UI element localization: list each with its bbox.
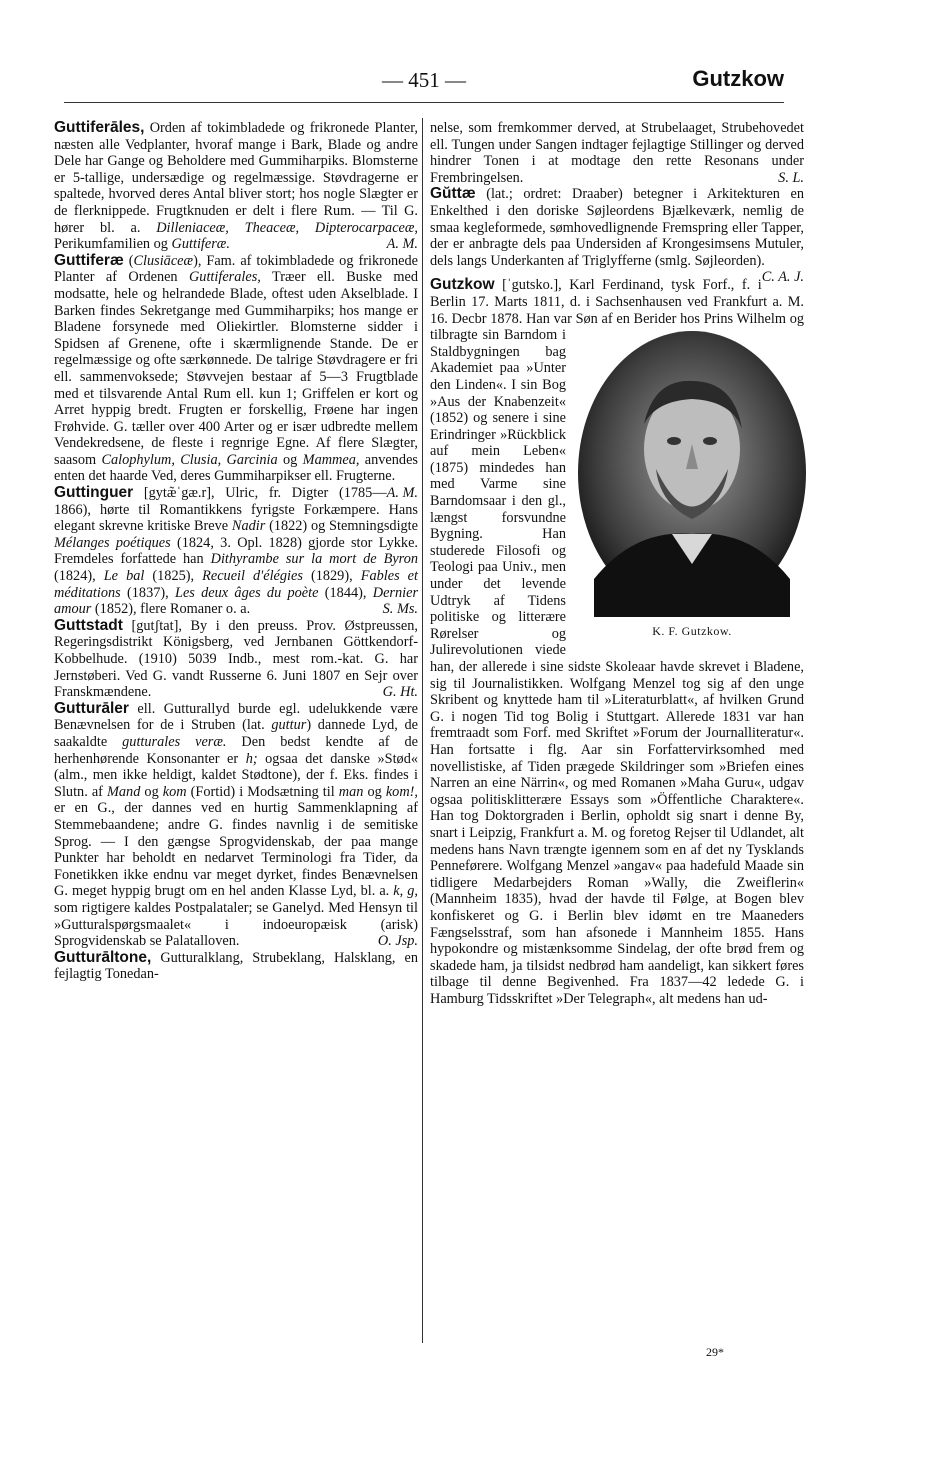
- entry-guttiferales: Guttiferāles, Orden af tokimbladede og frikronede Planter, næsten alle Vedplanter, hvoraf mange i Bark, Blade og andre Dele har Gange og Beholdere med Gummiharpiks. Blomsterne er 5-tallige, undersædige og regelmæssige. Støvdragerne er spaltede, hvorved deres Antal bliver stort; hos nogle Slægter er de flerknippede. Frugtknuden er delt i flere Rum. — Til G. hører bl. a. Dilleniaceæ, Theaceæ, Dipterocarpaceæ, Perikumfamilien og Guttiferæ. A. M.: [54, 119, 418, 253]
- portrait-caption: K. F. Gutzkow.: [652, 624, 732, 639]
- headword: Guttiferæ: [54, 251, 124, 269]
- header-rule: [64, 102, 784, 103]
- headword: Gŭttæ: [430, 185, 476, 203]
- headword: Guttiferāles,: [54, 119, 145, 136]
- headword: Gutturāltone,: [54, 948, 152, 966]
- entry-guttiferae: Guttiferæ (Clusiāceæ), Fam. af tokimbladede og frikronede Planter af Ordenen Guttiferales, Træer ell. Buske med modsatte, hele og helrandede Blade, oftest uden Akselblade. I Barken findes Sekretgange med Gummiharpiks; hos mange er Bladene forsynede med Oliekirtler. Blomsterne sidder i Spidsen af Grenene, ofte i skærmlignende Stande. De er regelmæssige og ofte særkønnede. De talrige Støvdragere er fri ell. sammenvoksede; Støvvejen bestaar af 5—3 Frugtblade med et tilsvarende Antal Rum ell. kun 1; Griffelen er kort og Arret hyppig bredt. Frugten er forskellig, Frøene har ingen Frøhvide. G. tæller over 400 Arter og er især udbredte mellem Vendekredsene, de fleste i regnrige Egne. Af flere Slægter, saasom Calophylum, Clusia, Garcinia og Mammea, anvendes enten det haarde Ved, deres Gummiharpikser ell. Frugterne. A. M.: [54, 251, 418, 502]
- entry-gutturaler: Gutturāler ell. Gutturallyd burde egl. udelukkende være Benævnelsen for de i Struben (lat. guttur) dannede Lyd, de saakaldte gutturales veræ. Den bedst kendte af de herhenhørende Konsonanter er h; ogsaa det danske »Stød« (alm., men ikke heldigt, kaldet Stødtone), der f. Eks. findes i Slutn. af Mand og kom (Fortid) i Modsætning til man og kom!, er en G., der dannes ved en hurtig Sammenklapning af Stemmebaandene; andre G. findes navnlig i de semitiske Sprog. — I den gængse Sprogvidenskab, der paa mange Punkter har beholdt en nedarvet Terminologi fra Tider, da Fonetikken ikke endnu var meget dyrket, findes Benævnelsen G. meget hyppig brugt om en hel anden Klasse Lyd, bl. a. k, g, som rigtigere kaldes Postpalataler; se Ganelyd. Med Hensyn til »Gutturalspørgsmaalet« i indoeuropæisk (arisk) Sprogvidenskab se Palatalloven. O. Jsp.: [54, 699, 418, 950]
- entry-gutzkow: Gutzkow [ˈgutsko.], Karl Ferdinand, tysk Forf., f. i Berlin 17. Marts 1811, d. i Sachsenhausen ved Frankfurt a. M. 16. Decbr 1878. Han var Søn af en Berider hos Prins Wilhelm og tilbragte sin K. F. Gutzkow. Barndom i Staldbygningen bag Akademiet paa »Unter den Linden«. I sin Bog »Aus der Knabenzeit« (1852) og senere i sine Erindringer »Rückblick auf mein Leben« (1875) mindedes han med Varme sine Barndomsaar i den gl., længst forsvundne Bygning. Han studerede Filosofi og Teologi paa Univ., men under det levende Udtryk af Tidens politiske og litterære Rørelser og Julirevolutionen viede han, der allerede i sine sidste Skoleaar havde skrevet i Bladene, sig til Journalistikken. Wolfgang Menzel tog sig af den unge Skribent og knyttede ham til »Literaturblatt«, af hvilken Grund G. i nogen Tid tog Bolig i Stuttgart. Allerede 1831 var han fremtraadt som Forf. med Skriftet »Forum der Journalliteratur«. Han fortsatte i flg. Aar sin Forfattervirksomhed med novellistiske, af Tiden prægede Skildringer som »Briefen eines Narren an eine Närrin«, og med Romanen »Maha Guru«, udgav ogsaa politisklitterære Essays som »Öffentliche Charaktere«. Han tog Doktorgraden i Berlin, opholdt sig snart i denne By, snart i Leipzig, Frankfurt a. M. og foretog Rejser til Udlandet, alt medens hans Navn trængte igennem som en af det ny Tysklands Penneførere. Wolfgang Menzel »angav« paa hadefuld Maade sin tidligere Medarbejders Roman »Wally, die Zweiflerin« (Mannheim 1835), hvad der havde til Følge, at Bogen blev konfiskeret og G. i Berlin blev idømt en tre Maaneders Fængselsstraf, som han afsonede i Mannheim 1855. Hans hypokondre og mistænksomme Sindelag, der ofte brød frem og skadede ham, ja tilsidst nedbrød ham aandeligt, kan sikkert føres tilbage til denne Begivenhed. Fra 1837—42 ledede G. i Hamburg Tidsskriftet »Der Telegraph«, alt medens han ud-: [430, 277, 804, 1007]
- author-signature: G. Ht.: [382, 684, 418, 701]
- entry-continuation: nelse, som fremkommer derved, at Strubelaaget, Strubehovedet ell. Tungen under Sangen indtager fejlagtige Stillinger og derved hindrer Tonen i at modtage den rette Resonans under Frembringelsen. S. L.: [430, 120, 804, 186]
- author-signature: A. M.: [386, 236, 418, 253]
- page-number: — 451 —: [382, 68, 466, 92]
- entry-guttinguer: Guttinguer [gytæ̃ˈgæ.r], Ulric, fr. Digter (1785—1866), hørte til Romantikkens fyrigste Forkæmpere. Hans elegant skrevne kritiske Breve Nadir (1822) og Stemningsdigte Mélanges poétiques (1824, 3. Opl. 1828) gjorde stor Lykke. Fremdeles forfattede han Dithyrambe sur la mort de Byron (1824), Le bal (1825), Recueil d'élégies (1829), Fables et méditations (1837), Les deux âges du poète (1844), Dernier amour (1852), flere Romaner o. a. S. Ms.: [54, 484, 419, 618]
- author-signature: A. M.: [386, 485, 418, 502]
- entry-guttstadt: Guttstadt [gutʃtat], By i den preuss. Prov. Østpreussen, Regeringsdistrikt Königsberg, ved Jernbanen Göttkendorf-Kobbelhude. (1910) 5039 Indb., mest rom.-kat. G. har Jernstøberi. Ved G. vandt Russerne 6. Juni 1807 en Sejr over Franskmændene. G. Ht.: [54, 616, 418, 701]
- portrait-figure: [574, 329, 810, 641]
- author-signature: O. Jsp.: [377, 933, 418, 950]
- entry-gutturaltone: Gutturāltone, Gutturalklang, Strubeklang, Halsklang, en fejlagtig Tonedan-: [54, 948, 418, 983]
- page-header: [64, 66, 784, 100]
- headword: Gutzkow: [430, 276, 495, 294]
- running-head: Gutzkow: [692, 66, 784, 91]
- right-column: [430, 120, 804, 1007]
- entry-guttae: Gŭttæ (lat.; ordret: Draaber) betegner i Arkitekturen en Enkelthed i den doriske Søjleordens Bjælkeværk, nemlig de smaa kegleformede, sømhovedlignende Fremspring eller Tapper, der er anbragte dels paa Undersiden af Krongesimsens Mutuler, dels langs Underkanten af Triglyfferne (smlg. Søjleorden). C. A. J.: [430, 185, 804, 286]
- left-column: [54, 120, 418, 983]
- portrait-image: [574, 329, 810, 617]
- column-divider: [422, 118, 423, 1343]
- author-signature: S. Ms.: [382, 601, 418, 618]
- signature-mark: 29*: [706, 1345, 724, 1359]
- gutzkow-body: [ˈgutsko.], Karl Ferdinand, tysk Forf., f. i Berlin 17. Marts 1811, d. i Sachsenhausen ved Frankfurt a. M. 16. Decbr 1878. Han var Søn af en Berider hos Prins Wilhelm og tilbragte sin: [430, 277, 804, 344]
- headword: Guttstadt: [54, 616, 123, 634]
- author-signature: C. A. J.: [761, 269, 804, 286]
- author-signature: S. L.: [778, 169, 804, 186]
- headword: Guttinguer: [54, 484, 134, 502]
- headword: Gutturāler: [54, 699, 129, 717]
